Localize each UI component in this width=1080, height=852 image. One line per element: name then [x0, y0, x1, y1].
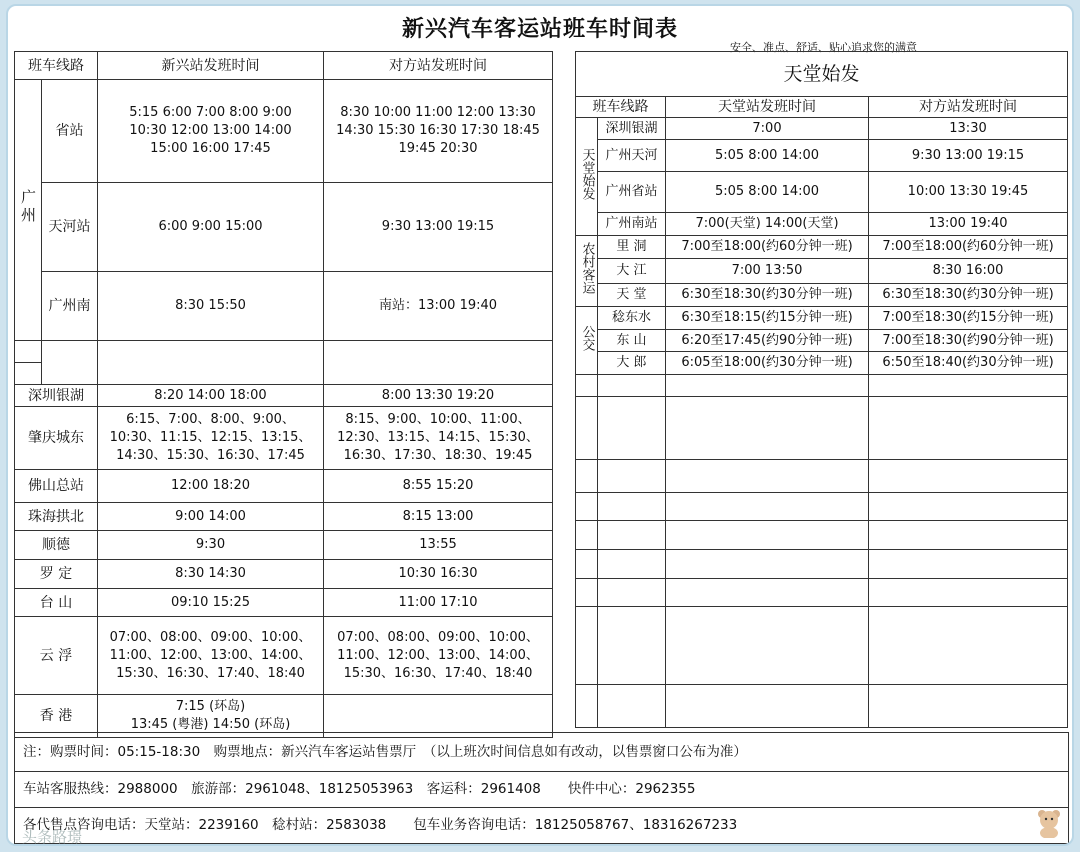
- group-label: 农村客运: [576, 236, 598, 307]
- return-times: [324, 80, 553, 183]
- empty-cell: [666, 607, 869, 685]
- route-cell: 稔东水: [598, 307, 666, 330]
- empty-cell: [869, 607, 1068, 685]
- header-depart: 天堂站发班时间: [666, 97, 869, 118]
- empty-cell: [666, 685, 869, 728]
- return-times: 6:30至18:30(约30分钟一班): [869, 284, 1068, 307]
- ticket-note: 注：购票时间：05:15-18:30 购票地点：新兴汽车客运站售票厅 （以上班次时间信息如有改动，以售票窗口公布为准）: [15, 732, 1068, 771]
- empty-cell: [869, 521, 1068, 550]
- time-line: 11:00 17:10: [398, 594, 478, 610]
- depart-times: 7:00至18:00(约60分钟一班): [666, 236, 869, 259]
- route-cell: 台 山: [15, 589, 98, 617]
- empty-cell: [576, 685, 598, 728]
- return-times: [324, 560, 553, 589]
- depart-times: [98, 589, 324, 617]
- depart-times: [98, 183, 324, 272]
- return-times: [324, 407, 553, 470]
- time-line: 11:00、12:00、13:00、14:00、: [337, 647, 539, 663]
- depart-times: 6:30至18:15(约15分钟一班): [666, 307, 869, 330]
- time-line: 07:00、08:00、09:00、10:00、: [109, 629, 312, 645]
- depart-times: [98, 407, 324, 470]
- return-times: [324, 617, 553, 695]
- empty-cell: [666, 397, 869, 460]
- return-times: [324, 503, 553, 531]
- return-times: 7:00至18:00(约60分钟一班): [869, 236, 1068, 259]
- section-title: 天堂始发: [576, 52, 1068, 97]
- depart-times: 5:05 8:00 14:00: [666, 172, 869, 213]
- header-depart: 新兴站发班时间: [98, 52, 324, 80]
- route-cell: 肇庆城东: [15, 407, 98, 470]
- route-cell: 广州南: [42, 272, 98, 341]
- time-line: 5:15 6:00 7:00 8:00 9:00: [129, 105, 292, 120]
- empty-cell: [666, 550, 869, 579]
- depart-times: 6:30至18:30(约30分钟一班): [666, 284, 869, 307]
- return-times: [324, 589, 553, 617]
- time-line: 07:00、08:00、09:00、10:00、: [337, 629, 539, 645]
- route-cell: 广州省站: [598, 172, 666, 213]
- depart-times: [98, 470, 324, 503]
- page-title: 新兴汽车客运站班车时间表: [401, 17, 678, 42]
- return-times: 6:50至18:40(约30分钟一班): [869, 352, 1068, 375]
- time-line: 8:15、9:00、10:00、11:00、: [345, 412, 531, 427]
- empty-cell: [598, 493, 666, 521]
- time-line: 8:30 10:00 11:00 12:00 13:30: [340, 105, 536, 120]
- route-cell: 深圳银湖: [598, 118, 666, 140]
- route-cell: 大 江: [598, 259, 666, 284]
- empty-cell: [869, 397, 1068, 460]
- empty-cell: [576, 460, 598, 493]
- empty-cell: [869, 579, 1068, 607]
- watermark: 头条路璟: [22, 828, 83, 846]
- time-line: 11:00、12:00、13:00、14:00、: [109, 647, 312, 663]
- route-cell: 大 郎: [598, 352, 666, 375]
- empty-cell: [598, 460, 666, 493]
- time-line: 19:45 20:30: [398, 141, 478, 156]
- empty-cell: [666, 460, 869, 493]
- xinxing-departures-table: [14, 51, 553, 738]
- time-line: 09:10 15:25: [170, 594, 251, 610]
- empty-cell: [15, 341, 42, 363]
- time-line: 10:30 16:30: [398, 566, 478, 581]
- route-cell: 里 洞: [598, 236, 666, 259]
- depart-times: [98, 385, 324, 407]
- hotline-note: 车站客服热线：2988000 旅游部：2961048、18125053963 客运科：2961408 快件中心：2962355: [15, 771, 1068, 807]
- notes-section: [14, 732, 1069, 844]
- empty-cell: [15, 363, 42, 385]
- depart-times: [98, 272, 324, 341]
- return-times: [324, 531, 553, 560]
- return-times: 9:30 13:00 19:15: [869, 140, 1068, 172]
- time-line: 6:15、7:00、8:00、9:00、: [126, 412, 295, 427]
- time-line: 10:30 12:00 13:00 14:00: [129, 123, 292, 138]
- time-line: 9:30 13:00 19:15: [381, 219, 495, 234]
- empty-cell: [576, 579, 598, 607]
- agent-note: 各代售点咨询电话：天堂站：2239160 稔村站：2583038 包车业务咨询电话：18125058767、18316267233: [15, 807, 1068, 843]
- time-line: 9:00 14:00: [175, 508, 246, 524]
- route-cell: 广州南站: [598, 213, 666, 236]
- time-line: 12:30、13:15、14:15、15:30、: [337, 430, 539, 445]
- empty-cell: [576, 375, 598, 397]
- time-line: 14:30、15:30、16:30、17:45: [116, 448, 305, 463]
- depart-times: [98, 560, 324, 589]
- time-line: 15:30、16:30、17:40、18:40: [343, 665, 533, 681]
- return-times: 13:30: [869, 118, 1068, 140]
- time-line: 15:00 16:00 17:45: [150, 141, 271, 156]
- depart-times: 7:00: [666, 118, 869, 140]
- depart-times: 7:00(天堂) 14:00(天堂): [666, 213, 869, 236]
- empty-cell: [869, 550, 1068, 579]
- time-line: 9:30: [195, 537, 226, 552]
- empty-cell: [666, 521, 869, 550]
- timetable-sheet: [6, 4, 1074, 846]
- route-cell: 顺德: [15, 531, 98, 560]
- return-times: [324, 183, 553, 272]
- depart-times: 7:00 13:50: [666, 259, 869, 284]
- return-times: [324, 385, 553, 407]
- empty-cell: [666, 493, 869, 521]
- empty-cell: [576, 550, 598, 579]
- time-line: 13:45 (粤港) 14:50 (环岛): [130, 717, 291, 732]
- route-cell: 省站: [42, 80, 98, 183]
- time-line: 15:30、16:30、17:40、18:40: [116, 665, 305, 681]
- empty-cell: [98, 341, 324, 385]
- return-times: 7:00至18:30(约15分钟一班): [869, 307, 1068, 330]
- depart-times: 5:05 8:00 14:00: [666, 140, 869, 172]
- time-line: 14:30 15:30 16:30 17:30 18:45: [336, 123, 540, 138]
- return-times: [324, 470, 553, 503]
- group-label: 公交: [576, 307, 598, 375]
- time-line: 6:00 9:00 15:00: [158, 219, 263, 234]
- bear-icon: [1036, 808, 1062, 838]
- empty-cell: [598, 607, 666, 685]
- time-line: 8:30 14:30: [175, 566, 246, 581]
- time-line: 12:00 18:20: [170, 478, 251, 493]
- empty-cell: [598, 685, 666, 728]
- route-cell: 云 浮: [15, 617, 98, 695]
- time-line: 10:30、11:15、12:15、13:15、: [109, 430, 312, 445]
- empty-cell: [42, 341, 98, 385]
- empty-cell: [869, 493, 1068, 521]
- empty-cell: [576, 397, 598, 460]
- empty-cell: [666, 579, 869, 607]
- route-cell: 广州天河: [598, 140, 666, 172]
- group-guangzhou: 广州: [15, 80, 42, 341]
- time-line: 8:55 15:20: [402, 478, 474, 493]
- empty-cell: [598, 579, 666, 607]
- return-times: 8:30 16:00: [869, 259, 1068, 284]
- route-cell: 东 山: [598, 330, 666, 352]
- route-cell: 香 港: [15, 695, 98, 738]
- return-times: 13:00 19:40: [869, 213, 1068, 236]
- route-cell: 天 堂: [598, 284, 666, 307]
- depart-times: 6:05至18:00(约30分钟一班): [666, 352, 869, 375]
- time-line: 7:15 (环岛): [175, 699, 246, 714]
- header-return: 对方站发班时间: [324, 52, 553, 80]
- time-line: 8:20 14:00 18:00: [154, 387, 267, 403]
- empty-cell: [598, 397, 666, 460]
- depart-times: [98, 503, 324, 531]
- empty-cell: [576, 607, 598, 685]
- route-cell: 罗 定: [15, 560, 98, 589]
- time-line: 8:15 13:00: [402, 508, 474, 524]
- empty-cell: [869, 460, 1068, 493]
- depart-times: [98, 80, 324, 183]
- depart-times: 6:20至17:45(约90分钟一班): [666, 330, 869, 352]
- time-line: 南站：13:00 19:40: [378, 298, 498, 313]
- return-times: 10:00 13:30 19:45: [869, 172, 1068, 213]
- route-cell: 天河站: [42, 183, 98, 272]
- empty-cell: [666, 375, 869, 397]
- empty-cell: [576, 493, 598, 521]
- empty-cell: [598, 375, 666, 397]
- header-return: 对方站发班时间: [869, 97, 1068, 118]
- empty-cell: [869, 685, 1068, 728]
- group-label: 天堂始发: [576, 118, 598, 236]
- slogan: 安全、准点、舒适、贴心追求您的满意: [730, 41, 917, 54]
- empty-cell: [324, 341, 553, 385]
- route-cell: 深圳银湖: [15, 385, 98, 407]
- header-route: 班车线路: [15, 52, 98, 80]
- time-line: 8:30 15:50: [175, 298, 246, 313]
- empty-cell: [869, 375, 1068, 397]
- route-cell: 珠海拱北: [15, 503, 98, 531]
- empty-cell: [598, 550, 666, 579]
- header-route: 班车线路: [576, 97, 666, 118]
- return-times: 7:00至18:30(约90分钟一班): [869, 330, 1068, 352]
- time-line: 13:55: [419, 537, 457, 552]
- depart-times: [98, 531, 324, 560]
- empty-cell: [598, 521, 666, 550]
- route-cell: 佛山总站: [15, 470, 98, 503]
- depart-times: [98, 617, 324, 695]
- time-line: 8:00 13:30 19:20: [381, 387, 495, 403]
- empty-cell: [576, 521, 598, 550]
- time-line: 16:30、17:30、18:30、19:45: [343, 448, 533, 463]
- return-times: [324, 272, 553, 341]
- tiantang-departures-table: [575, 51, 1068, 728]
